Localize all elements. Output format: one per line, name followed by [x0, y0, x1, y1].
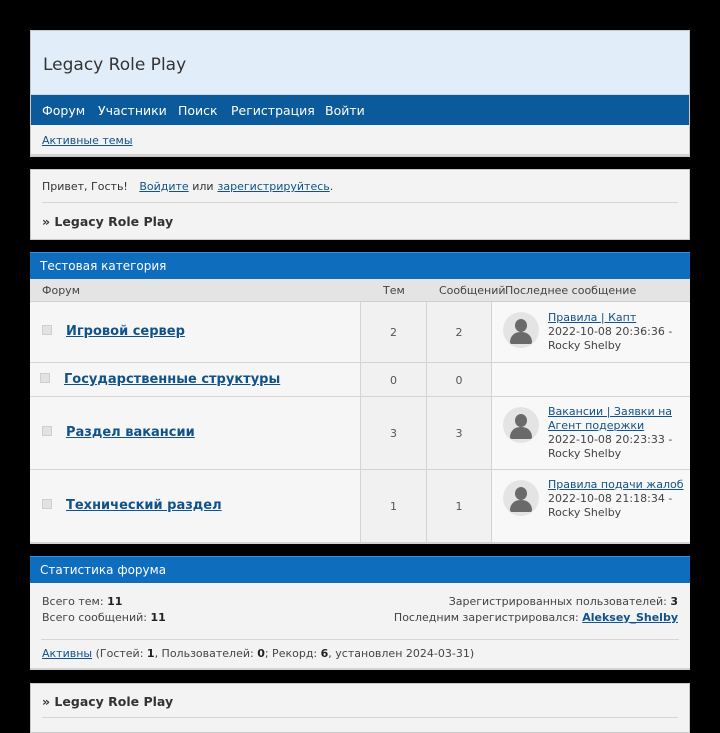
- nav-login[interactable]: Войти: [325, 103, 365, 118]
- nav-search[interactable]: Поиск: [178, 103, 218, 118]
- avatar-icon[interactable]: [503, 407, 539, 443]
- stats-header: [30, 556, 690, 583]
- last-post-date: 2022-10-08 20:36:36 -: [548, 325, 673, 338]
- period-text: .: [329, 180, 334, 193]
- forum-read-icon: [42, 325, 52, 335]
- posts-count: 2: [455, 326, 463, 339]
- welcome-panel: [30, 169, 690, 240]
- nav-forum[interactable]: Форум: [42, 103, 86, 118]
- newest-member-link[interactable]: Aleksey_Shelby: [582, 611, 678, 624]
- or-text: или: [192, 180, 214, 193]
- last-post-cell: [492, 302, 690, 362]
- col-posts: Сообщений: [439, 284, 506, 297]
- last-post-author: Rocky Shelby: [548, 447, 622, 460]
- forum-link[interactable]: Технический раздел: [66, 498, 222, 513]
- header-divider: [31, 154, 689, 156]
- col-topics: Тем: [383, 284, 405, 297]
- avatar-icon[interactable]: [503, 480, 539, 516]
- newest-member: Последним зарегистрировался: Aleksey_Shelby: [393, 611, 678, 624]
- divider: [42, 717, 678, 718]
- nav-register[interactable]: Регистрация: [231, 103, 315, 118]
- avatar-icon[interactable]: [503, 312, 539, 348]
- login-link[interactable]: Войдите: [139, 180, 189, 193]
- forum-row: [30, 302, 690, 363]
- footer-panel: [30, 683, 690, 733]
- last-post-link[interactable]: Правила | Капт: [548, 311, 637, 324]
- posts-count: 0: [455, 374, 463, 387]
- topics-count: 2: [390, 326, 397, 339]
- footer-breadcrumb[interactable]: » Legacy Role Play: [42, 694, 174, 709]
- forum-header: [30, 30, 690, 157]
- total-topics: Всего тем: 11: [42, 595, 123, 608]
- category-header: [30, 252, 690, 279]
- last-post-link[interactable]: Вакансии | Заявки на Агент подержки: [548, 405, 673, 432]
- forum-cell: [30, 302, 361, 362]
- forum-row: [30, 363, 690, 397]
- greeting-text: Привет, Гость!: [42, 180, 128, 193]
- topics-count: 1: [390, 500, 397, 513]
- nav-members[interactable]: Участники: [98, 103, 167, 118]
- last-post-author: Rocky Shelby: [548, 506, 622, 519]
- col-last-post: Последнее сообщение: [505, 284, 637, 297]
- forum-cell: [30, 470, 361, 542]
- topics-count: 3: [390, 427, 397, 440]
- category-title[interactable]: Тестовая категория: [40, 259, 167, 273]
- forum-link[interactable]: Игровой сервер: [66, 324, 185, 339]
- registered-users: Зарегистрированных пользователей: 3: [448, 595, 678, 608]
- total-posts: Всего сообщений: 11: [42, 611, 166, 624]
- forum-read-icon: [40, 373, 50, 383]
- active-topics-link[interactable]: Активные темы: [42, 134, 133, 147]
- last-post-link[interactable]: Правила подачи жалоб: [548, 478, 684, 491]
- forum-link[interactable]: Раздел вакансии: [66, 425, 195, 440]
- forum-row: [30, 397, 690, 470]
- active-users-link[interactable]: Активны: [42, 647, 93, 660]
- last-post-cell: [492, 363, 690, 396]
- posts-count: 1: [455, 500, 463, 513]
- stats-title: Статистика форума: [40, 563, 167, 577]
- forum-read-icon: [42, 426, 52, 436]
- last-post-cell: [492, 397, 690, 469]
- forum-read-icon: [42, 499, 52, 509]
- forum-row: [30, 470, 690, 542]
- col-forum: Форум: [42, 284, 80, 297]
- last-post-cell: [492, 470, 690, 542]
- forum-cell: [30, 397, 361, 469]
- posts-count: 3: [455, 427, 463, 440]
- main-nav: [31, 95, 689, 125]
- last-post-date: 2022-10-08 21:18:34 -: [548, 492, 673, 505]
- forum-cell: [30, 363, 361, 396]
- breadcrumb[interactable]: » Legacy Role Play: [42, 214, 174, 229]
- forum-link[interactable]: Государственные структуры: [64, 372, 281, 387]
- column-headers: [30, 279, 690, 302]
- greeting-line: [42, 180, 337, 193]
- last-post-date: 2022-10-08 20:23:33 -: [548, 433, 673, 446]
- forum-category-table: [30, 252, 690, 544]
- forum-stats-panel: [30, 556, 690, 670]
- topics-count: 0: [390, 374, 397, 387]
- last-post-author: Rocky Shelby: [548, 339, 622, 352]
- online-stats: Активны (Гостей: 1, Пользователей: 0; Рекорд: 6, установлен 2024-03-31): [42, 647, 475, 660]
- divider: [42, 202, 678, 203]
- divider: [41, 639, 679, 640]
- site-title[interactable]: Legacy Role Play: [43, 55, 187, 75]
- register-link[interactable]: зарегистрируйтесь: [217, 180, 330, 193]
